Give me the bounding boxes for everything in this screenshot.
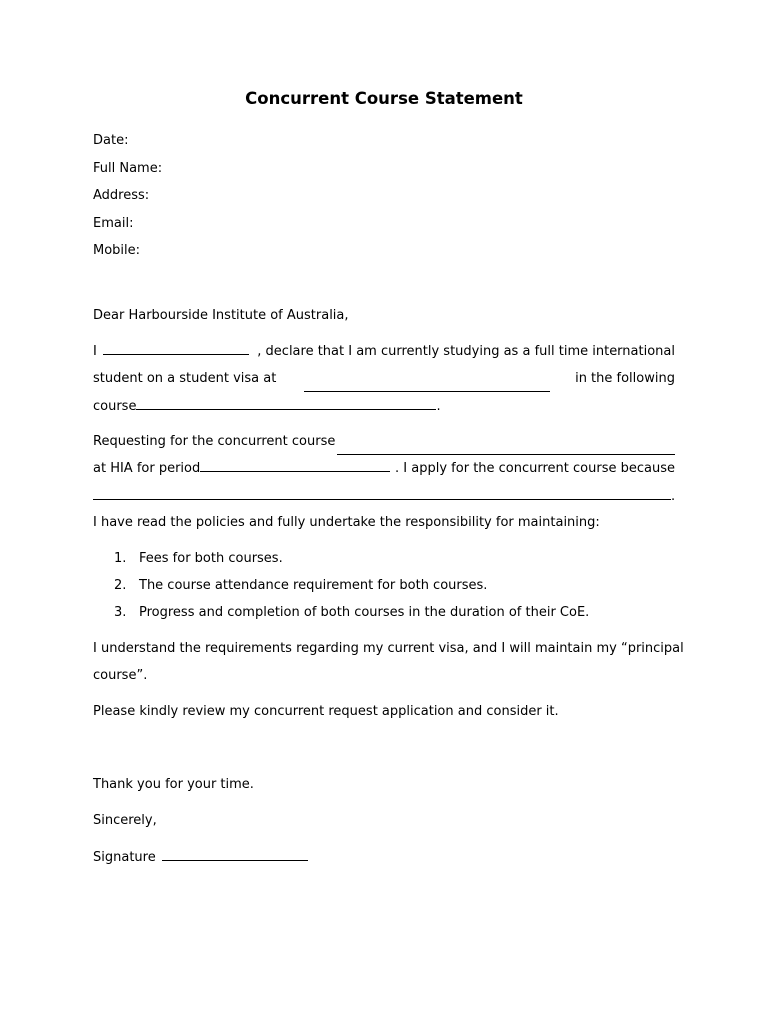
- date-field-label: Date:: [93, 133, 129, 148]
- apply-text: . I apply for the concurrent course because: [395, 461, 675, 476]
- list-item: [114, 572, 674, 599]
- student-visa-text: student on a student visa at: [93, 371, 277, 386]
- list-item: [114, 545, 674, 572]
- course-label: course: [93, 399, 137, 414]
- review-request-text: Please kindly review my concurrent request application and consider it.: [93, 704, 559, 719]
- request-line-1: [93, 428, 675, 455]
- requesting-text: Requesting for the concurrent course: [93, 434, 336, 449]
- email-field-label: Email:: [93, 215, 134, 231]
- declaration-end: .: [436, 399, 441, 414]
- understand-line-1: I understand the requirements regarding my current visa, and I will maintain my “principal: [93, 641, 684, 656]
- list-item-number: 3.: [114, 605, 127, 620]
- declaration-line-3: [93, 392, 675, 419]
- list-item-number: 1.: [114, 551, 127, 566]
- understand-line-2: course”.: [93, 668, 148, 683]
- declaration-text: , declare that I am currently studying as a full time international: [257, 344, 675, 359]
- declaration-line-1-start: [93, 337, 249, 365]
- closing-text: Sincerely,: [93, 813, 157, 828]
- list-item-text: Progress and completion of both courses in the duration of their CoE.: [139, 605, 590, 620]
- signature-blank: [162, 843, 308, 861]
- signature-label: Signature: [93, 850, 156, 865]
- document-title: Concurrent Course Statement: [245, 89, 523, 108]
- request-line-3: [93, 482, 675, 509]
- concurrent-course-blank: [337, 437, 675, 455]
- declaration-line-1: [93, 338, 675, 365]
- thanks-text: Thank you for your time.: [93, 777, 254, 792]
- list-item: [114, 599, 674, 626]
- list-item-number: 2.: [114, 578, 127, 593]
- period-blank: [200, 454, 390, 472]
- address-field-label: Address:: [93, 188, 150, 203]
- list-item-text: The course attendance requirement for both courses.: [139, 578, 488, 593]
- pronoun-i: I: [93, 344, 97, 359]
- full-name-field-label: Full Name:: [93, 160, 163, 176]
- course-blank: [136, 392, 436, 410]
- in-following-text: in the following: [575, 371, 675, 386]
- name-blank: [103, 337, 249, 355]
- reason-blank: [93, 482, 671, 500]
- mobile-field-label: Mobile:: [93, 243, 141, 258]
- at-hia-wrap: [93, 454, 390, 482]
- declaration-line-2: [93, 365, 675, 392]
- personal-details: [93, 127, 675, 265]
- institution-blank: [304, 374, 550, 392]
- request-paragraph: [93, 428, 675, 509]
- policies-intro: I have read the policies and fully undertake the responsibility for maintaining:: [93, 515, 600, 530]
- policies-list: [114, 545, 674, 626]
- declaration-paragraph: [93, 338, 675, 419]
- signature-line: [93, 843, 675, 871]
- greeting: Dear Harbourside Institute of Australia,: [93, 308, 349, 323]
- request-end: .: [671, 489, 676, 504]
- list-item-text: Fees for both courses.: [139, 551, 283, 566]
- at-hia-text: at HIA for period: [93, 461, 201, 476]
- visa-understanding-paragraph: [93, 635, 684, 689]
- request-line-2: [93, 455, 675, 482]
